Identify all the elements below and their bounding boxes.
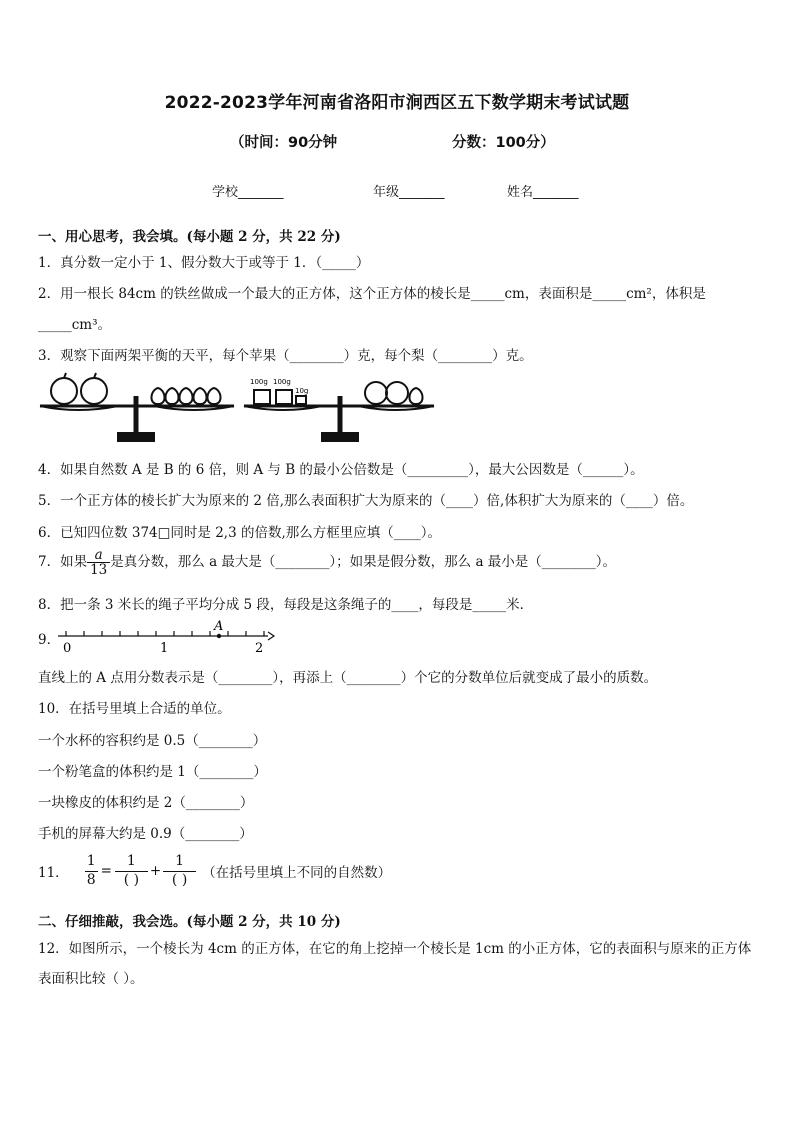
weight-label-3: 10g xyxy=(295,387,309,395)
tick-label-1: 1 xyxy=(160,641,169,656)
name-field: 姓名_______ xyxy=(507,185,579,200)
question-6: 6．已知四位数 374□同时是 2,3 的倍数,那么方框里应填（____）。 xyxy=(38,525,441,541)
number-line xyxy=(56,616,276,656)
fraction-denominator: ( ) xyxy=(171,871,188,888)
school-field: 学校_______ xyxy=(212,185,284,200)
question-1: 1．真分数一定小于 1、假分数大于或等于 1．（_____） xyxy=(38,255,370,271)
question-10-item-1: 一个水杯的容积约是 0.5（________） xyxy=(38,733,267,749)
question-10-item-3: 一块橡皮的体积约是 2（________） xyxy=(38,795,254,811)
section-2-heading: 二、仔细推敲，我会选。(每小题 2 分，共 10 分) xyxy=(38,914,341,930)
fraction-denominator: 13 xyxy=(90,562,108,579)
equals-sign: = xyxy=(100,863,112,879)
plus-sign: + xyxy=(149,863,162,879)
fraction-blank-1 xyxy=(115,853,148,889)
question-2-line-2: _____cm³。 xyxy=(38,317,112,333)
question-9-number: 9． xyxy=(38,632,61,648)
section-1-heading: 一、用心思考，我会填。(每小题 2 分，共 22 分) xyxy=(38,229,341,245)
fraction-denominator: 8 xyxy=(86,871,96,888)
weight-label-1: 100g xyxy=(250,378,268,386)
question-8: 8．把一条 3 米长的绳子平均分成 5 段，每段是这条绳子的____，每段是_____米． xyxy=(38,597,534,613)
fraction-denominator: ( ) xyxy=(123,871,140,888)
question-5: 5．一个正方体的棱长扩大为原来的 2 倍,那么表面积扩大为原来的（____）倍,体积扩大为原来的（____）倍。 xyxy=(38,493,694,509)
page-title: 2022-2023学年河南省洛阳市涧西区五下数学期末考试试题 xyxy=(164,93,630,113)
fraction-numerator: 1 xyxy=(85,853,98,872)
point-a-label: A xyxy=(214,619,224,634)
question-10-item-4: 手机的屏幕大约是 0.9（________） xyxy=(38,826,253,842)
fraction-blank-2 xyxy=(163,853,196,889)
question-11-note: （在括号里填上不同的自然数） xyxy=(202,865,392,881)
question-9-text: 直线上的 A 点用分数表示是（________），再添上（________）个它的分数单位后就变成了最小的质数。 xyxy=(38,670,658,686)
question-10-item-2: 一个粉笔盒的体积约是 1（________） xyxy=(38,764,267,780)
right-balance-scale xyxy=(244,382,434,441)
fraction-numerator: 1 xyxy=(115,853,148,872)
question-7-prefix: 7．如果 xyxy=(38,554,88,571)
question-7 xyxy=(38,548,616,577)
point-a-marker xyxy=(217,634,221,638)
question-11 xyxy=(38,853,391,889)
fraction-numerator: 1 xyxy=(163,853,196,872)
question-12-line-1: 12．如图所示，一个棱长为 4cm 的正方体，在它的角上挖掉一个棱长是 1cm 的小正方体，它的表面积与原来的正方体 xyxy=(38,941,752,957)
exam-time: （时间：90分钟 xyxy=(230,135,338,151)
exam-score: 分数：100分） xyxy=(452,135,555,151)
fraction-a-over-13 xyxy=(87,548,110,577)
grade-field: 年级_______ xyxy=(373,185,445,200)
question-2-line-1: 2．用一根长 84cm 的铁丝做成一个最大的正方体，这个正方体的棱长是_____cm，表面积是_____cm²，体积是 xyxy=(38,286,706,302)
weight-label-2: 100g xyxy=(273,378,291,386)
fraction-numerator: a xyxy=(87,548,110,563)
question-12-line-2: 表面积比较（ ）。 xyxy=(38,971,144,987)
question-4: 4．如果自然数 A 是 B 的 6 倍，则 A 与 B 的最小公倍数是（_________），最大公因数是（______）。 xyxy=(38,462,644,478)
tick-label-2: 2 xyxy=(255,641,264,656)
question-11-number: 11． xyxy=(38,865,69,881)
question-10-stem: 10．在括号里填上合适的单位。 xyxy=(38,701,231,717)
tick-label-0: 0 xyxy=(63,641,72,656)
fraction-one-eighth xyxy=(85,853,98,889)
question-7-suffix: 是真分数，那么 a 最大是（________）；如果是假分数，那么 a 最小是（________）。 xyxy=(110,554,617,571)
balance-scales-figure xyxy=(38,368,438,446)
question-3: 3．观察下面两架平衡的天平，每个苹果（________）克，每个梨（________）克。 xyxy=(38,348,533,364)
left-balance-scale xyxy=(40,373,234,441)
